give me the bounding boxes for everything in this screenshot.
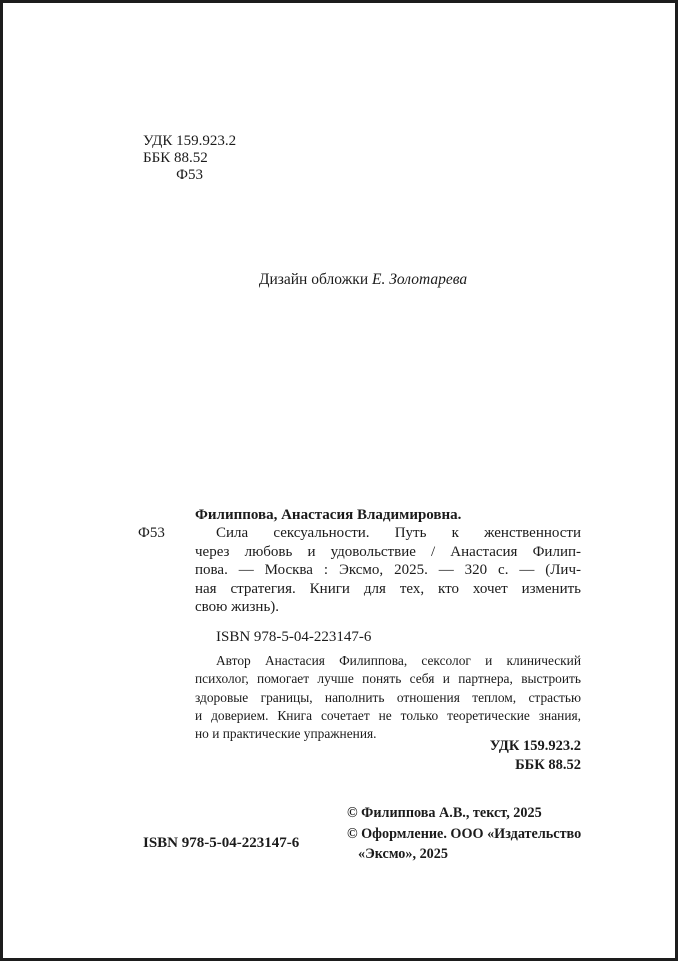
cover-designer-label: Дизайн обложки [258, 271, 372, 288]
copyright-line: © Оформление. ООО «Издательство [347, 825, 582, 842]
catalog-line: свою жизнь). [195, 599, 280, 616]
annotation-line: Автор Анастасия Филиппова, сексолог и клинический [216, 653, 581, 668]
annotation-line: но и практические упражнения. [195, 726, 377, 742]
annotation [195, 652, 581, 743]
isbn-footer: ISBN 978-5-04-223147-6 [143, 835, 300, 851]
bbk-code: ББК 88.52 [143, 150, 208, 166]
bottom-classification-codes [195, 737, 581, 774]
cover-designer-name: Е. Золотарева [372, 271, 468, 288]
copyright-line: «Эксмо», 2025 [358, 846, 448, 862]
annotation-line: психолог, помогает лучше понять себя и партнера, выстроить [195, 671, 581, 687]
catalog-line: Сила сексуальности. Путь к женственности [216, 525, 581, 542]
catalog-entry [138, 506, 581, 616]
udk-code-bottom: УДК 159.923.2 [489, 738, 581, 754]
udk-code: УДК 159.923.2 [143, 133, 237, 149]
cover-designer-credit [143, 271, 583, 289]
catalog-line: через любовь и удовольствие / Анастасия Филип- [195, 543, 581, 560]
copyright-block [347, 803, 587, 865]
catalog-author-sign: Ф53 [138, 525, 165, 542]
annotation-line: здоровые границы, наполнить отношения теплом, страстью [195, 689, 581, 705]
top-classification-codes [143, 133, 236, 184]
isbn-catalog: ISBN 978-5-04-223147-6 [216, 629, 372, 645]
copyright-line: © Филиппова А.В., текст, 2025 [347, 805, 542, 821]
annotation-line: и доверием. Книга сочетает не только теоретические знания, [195, 707, 581, 723]
catalog-line: ная стратегия. Книги для тех, кто хочет изменить [195, 580, 581, 597]
author-sign: Ф53 [176, 167, 203, 183]
bbk-code-bottom: ББК 88.52 [515, 756, 581, 773]
catalog-description [138, 524, 581, 616]
catalog-author-heading: Филиппова, Анастасия Владимировна. [195, 507, 462, 523]
catalog-line: пова. — Москва : Эксмо, 2025. — 320 с. — (Лич- [195, 562, 581, 579]
